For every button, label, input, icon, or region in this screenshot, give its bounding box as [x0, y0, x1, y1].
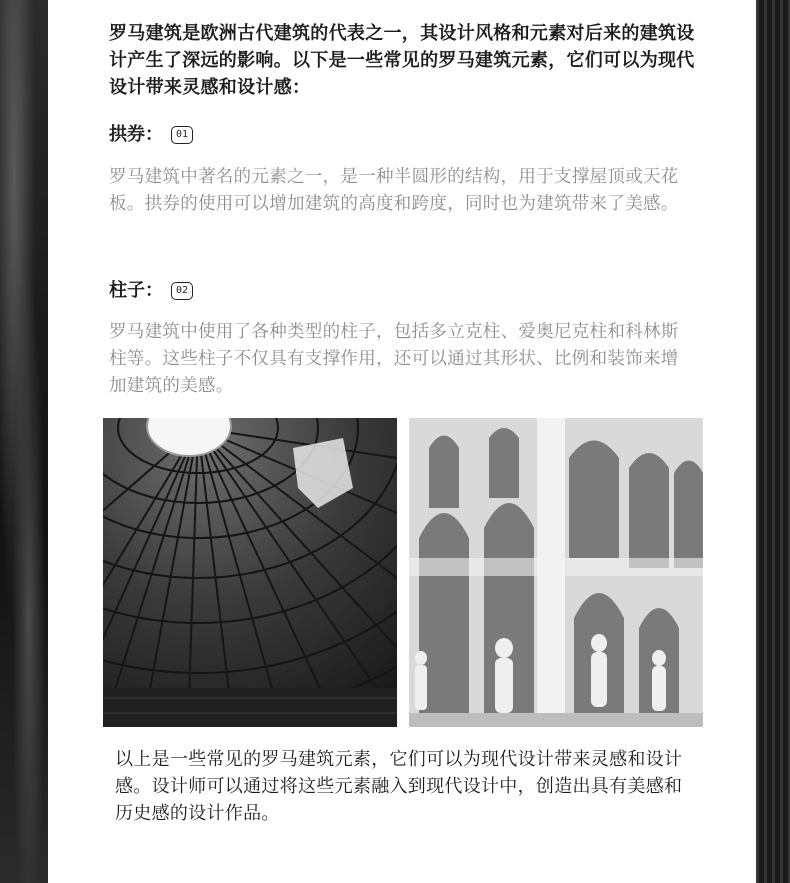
section-title-arch: 拱券： — [109, 124, 163, 145]
intro-paragraph: 罗马建筑是欧洲古代建筑的代表之一，其设计风格和元素对后来的建筑设计产生了深远的影响。以下是一些常见的罗马建筑元素，它们可以为现代设计带来灵感和设计感： — [109, 23, 695, 98]
article-panel — [48, 0, 756, 883]
section-text-column: 罗马建筑中使用了各种类型的柱子，包括多立克柱、爱奥尼克柱和科林斯柱等。这些柱子不仅具有支撑作用，还可以通过其形状、比例和装饰来增加建筑的美感。 — [109, 322, 679, 396]
dome-illustration — [103, 418, 397, 727]
section-heading-arch — [109, 122, 193, 148]
section-title-column: 柱子： — [109, 280, 163, 301]
background-right-frame — [756, 0, 790, 883]
section-text-arch: 罗马建筑中著名的元素之一，是一种半圆形的结构，用于支撑屋顶或天花板。拱券的使用可以增加建筑的高度和跨度，同时也为建筑带来了美感。 — [109, 167, 679, 214]
section-heading-column — [109, 278, 193, 304]
section-number-badge: 02 — [171, 282, 193, 300]
dome-photo — [103, 418, 397, 727]
closing-paragraph: 以上是一些常见的罗马建筑元素，它们可以为现代设计带来灵感和设计感。设计师可以通过将这些元素融入到现代设计中，创造出具有美感和历史感的设计作品。 — [115, 749, 683, 824]
section-number-badge: 01 — [171, 126, 193, 144]
background-left-frame — [0, 0, 48, 883]
colonnade-illustration — [409, 418, 703, 727]
colonnade-photo — [409, 418, 703, 727]
